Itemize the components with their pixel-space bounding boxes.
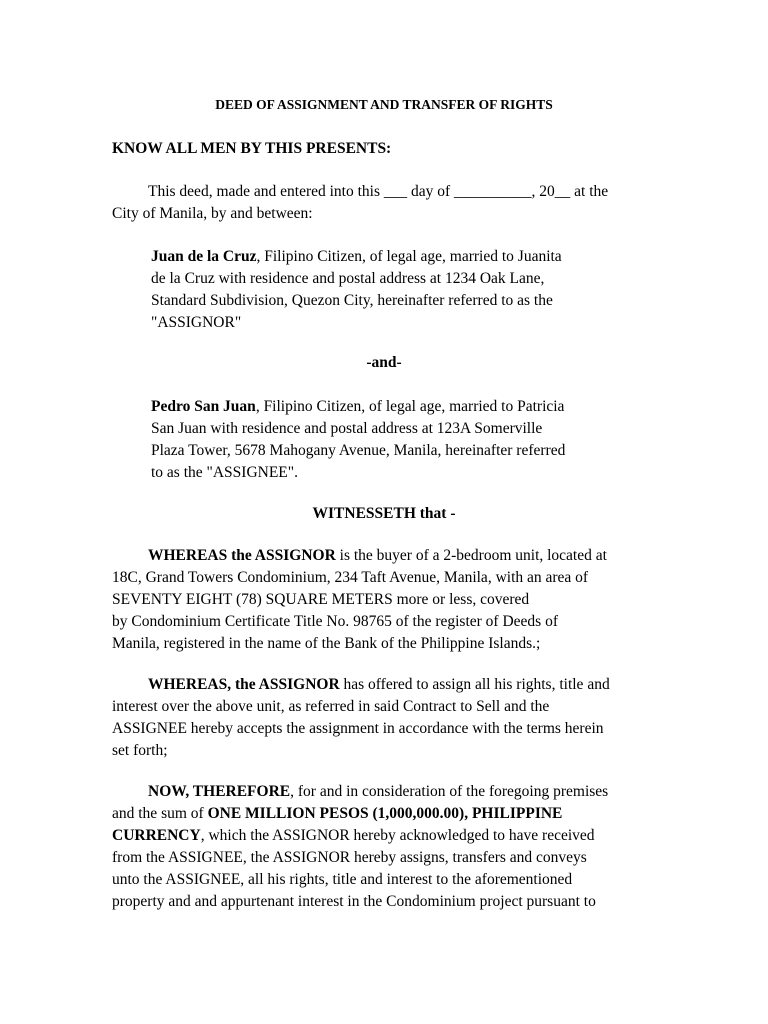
assignee-name: Pedro San Juan (151, 398, 256, 415)
consideration-amount: ONE MILLION PESOS (1,000,000.00), PHILIPPINE (207, 805, 563, 822)
consideration-currency: CURRENCY (112, 827, 201, 844)
whereas-offer-bold: WHEREAS, the ASSIGNOR (148, 676, 340, 693)
whereas-offer-line: set forth; (112, 742, 168, 759)
whereas-line: 18C, Grand Towers Condominium, 234 Taft Avenue, Manila, with an area of (112, 569, 589, 586)
assignor-line: de la Cruz with residence and postal address at 1234 Oak Lane, (151, 270, 545, 287)
now-therefore-line (112, 781, 672, 803)
whereas-line: by Condominium Certificate Title No. 98765 of the register of Deeds of (112, 613, 558, 630)
now-therefore-text: , which the ASSIGNOR hereby acknowledged to have received (200, 827, 595, 844)
intro-line: This deed, made and entered into this ___ day of __________, 20__ at the (148, 183, 609, 200)
assignee-line (151, 396, 621, 418)
now-therefore-line: unto the ASSIGNEE, all his rights, title and interest to the aforementioned (112, 871, 573, 888)
whereas-bold: WHEREAS the ASSIGNOR (148, 547, 336, 564)
whereas-offer-line: interest over the above unit, as referred in said Contract to Sell and the (112, 698, 550, 715)
assignee-paragraph (151, 396, 621, 484)
whereas-offer-line (112, 674, 672, 696)
now-therefore-line (112, 825, 672, 847)
assignor-text: , Filipino Citizen, of legal age, married to Juanita (256, 248, 562, 265)
document-title: DEED OF ASSIGNMENT AND TRANSFER OF RIGHTS (215, 97, 553, 112)
whereas-line (112, 545, 672, 567)
intro-paragraph (112, 181, 672, 225)
whereas-text: is the buyer of a 2-bedroom unit, located at (335, 547, 607, 564)
now-therefore-paragraph (112, 781, 672, 913)
assignee-line: to as the "ASSIGNEE". (151, 464, 298, 481)
assignor-line (151, 246, 621, 268)
assignee-line: Plaza Tower, 5678 Mahogany Avenue, Manila, hereinafter referred (151, 442, 566, 459)
now-therefore-text: and the sum of (112, 805, 208, 822)
intro-line: City of Manila, by and between: (112, 205, 313, 222)
now-therefore-line: from the ASSIGNEE, the ASSIGNOR hereby assigns, transfers and conveys (112, 849, 587, 866)
assignor-line: Standard Subdivision, Quezon City, hereinafter referred to as the (151, 292, 553, 309)
whereas-line: SEVENTY EIGHT (78) SQUARE METERS more or less, covered (112, 591, 530, 608)
and-separator: -and- (366, 354, 402, 371)
assignor-paragraph (151, 246, 621, 334)
whereas-assignor-paragraph (112, 545, 672, 655)
whereas-offer-text: has offered to assign all his rights, title and (339, 676, 610, 693)
now-therefore-line (112, 803, 672, 825)
assignor-name: Juan de la Cruz (151, 248, 257, 265)
now-therefore-text: , for and in consideration of the foregoing premises (290, 783, 609, 800)
salutation: KNOW ALL MEN BY THIS PRESENTS: (112, 140, 392, 157)
whereas-offer-paragraph (112, 674, 672, 762)
witnesseth-heading: WITNESSETH that - (312, 505, 456, 522)
assignee-text: , Filipino Citizen, of legal age, married to Patricia (255, 398, 565, 415)
assignee-line: San Juan with residence and postal address at 123A Somerville (151, 420, 543, 437)
whereas-offer-line: ASSIGNEE hereby accepts the assignment in accordance with the terms herein (112, 720, 604, 737)
now-therefore-line: property and and appurtenant interest in the Condominium project pursuant to (112, 893, 596, 910)
whereas-line: Manila, registered in the name of the Bank of the Philippine Islands.; (112, 635, 541, 652)
now-therefore-bold: NOW, THEREFORE (148, 783, 291, 800)
assignor-line: "ASSIGNOR" (151, 314, 242, 331)
